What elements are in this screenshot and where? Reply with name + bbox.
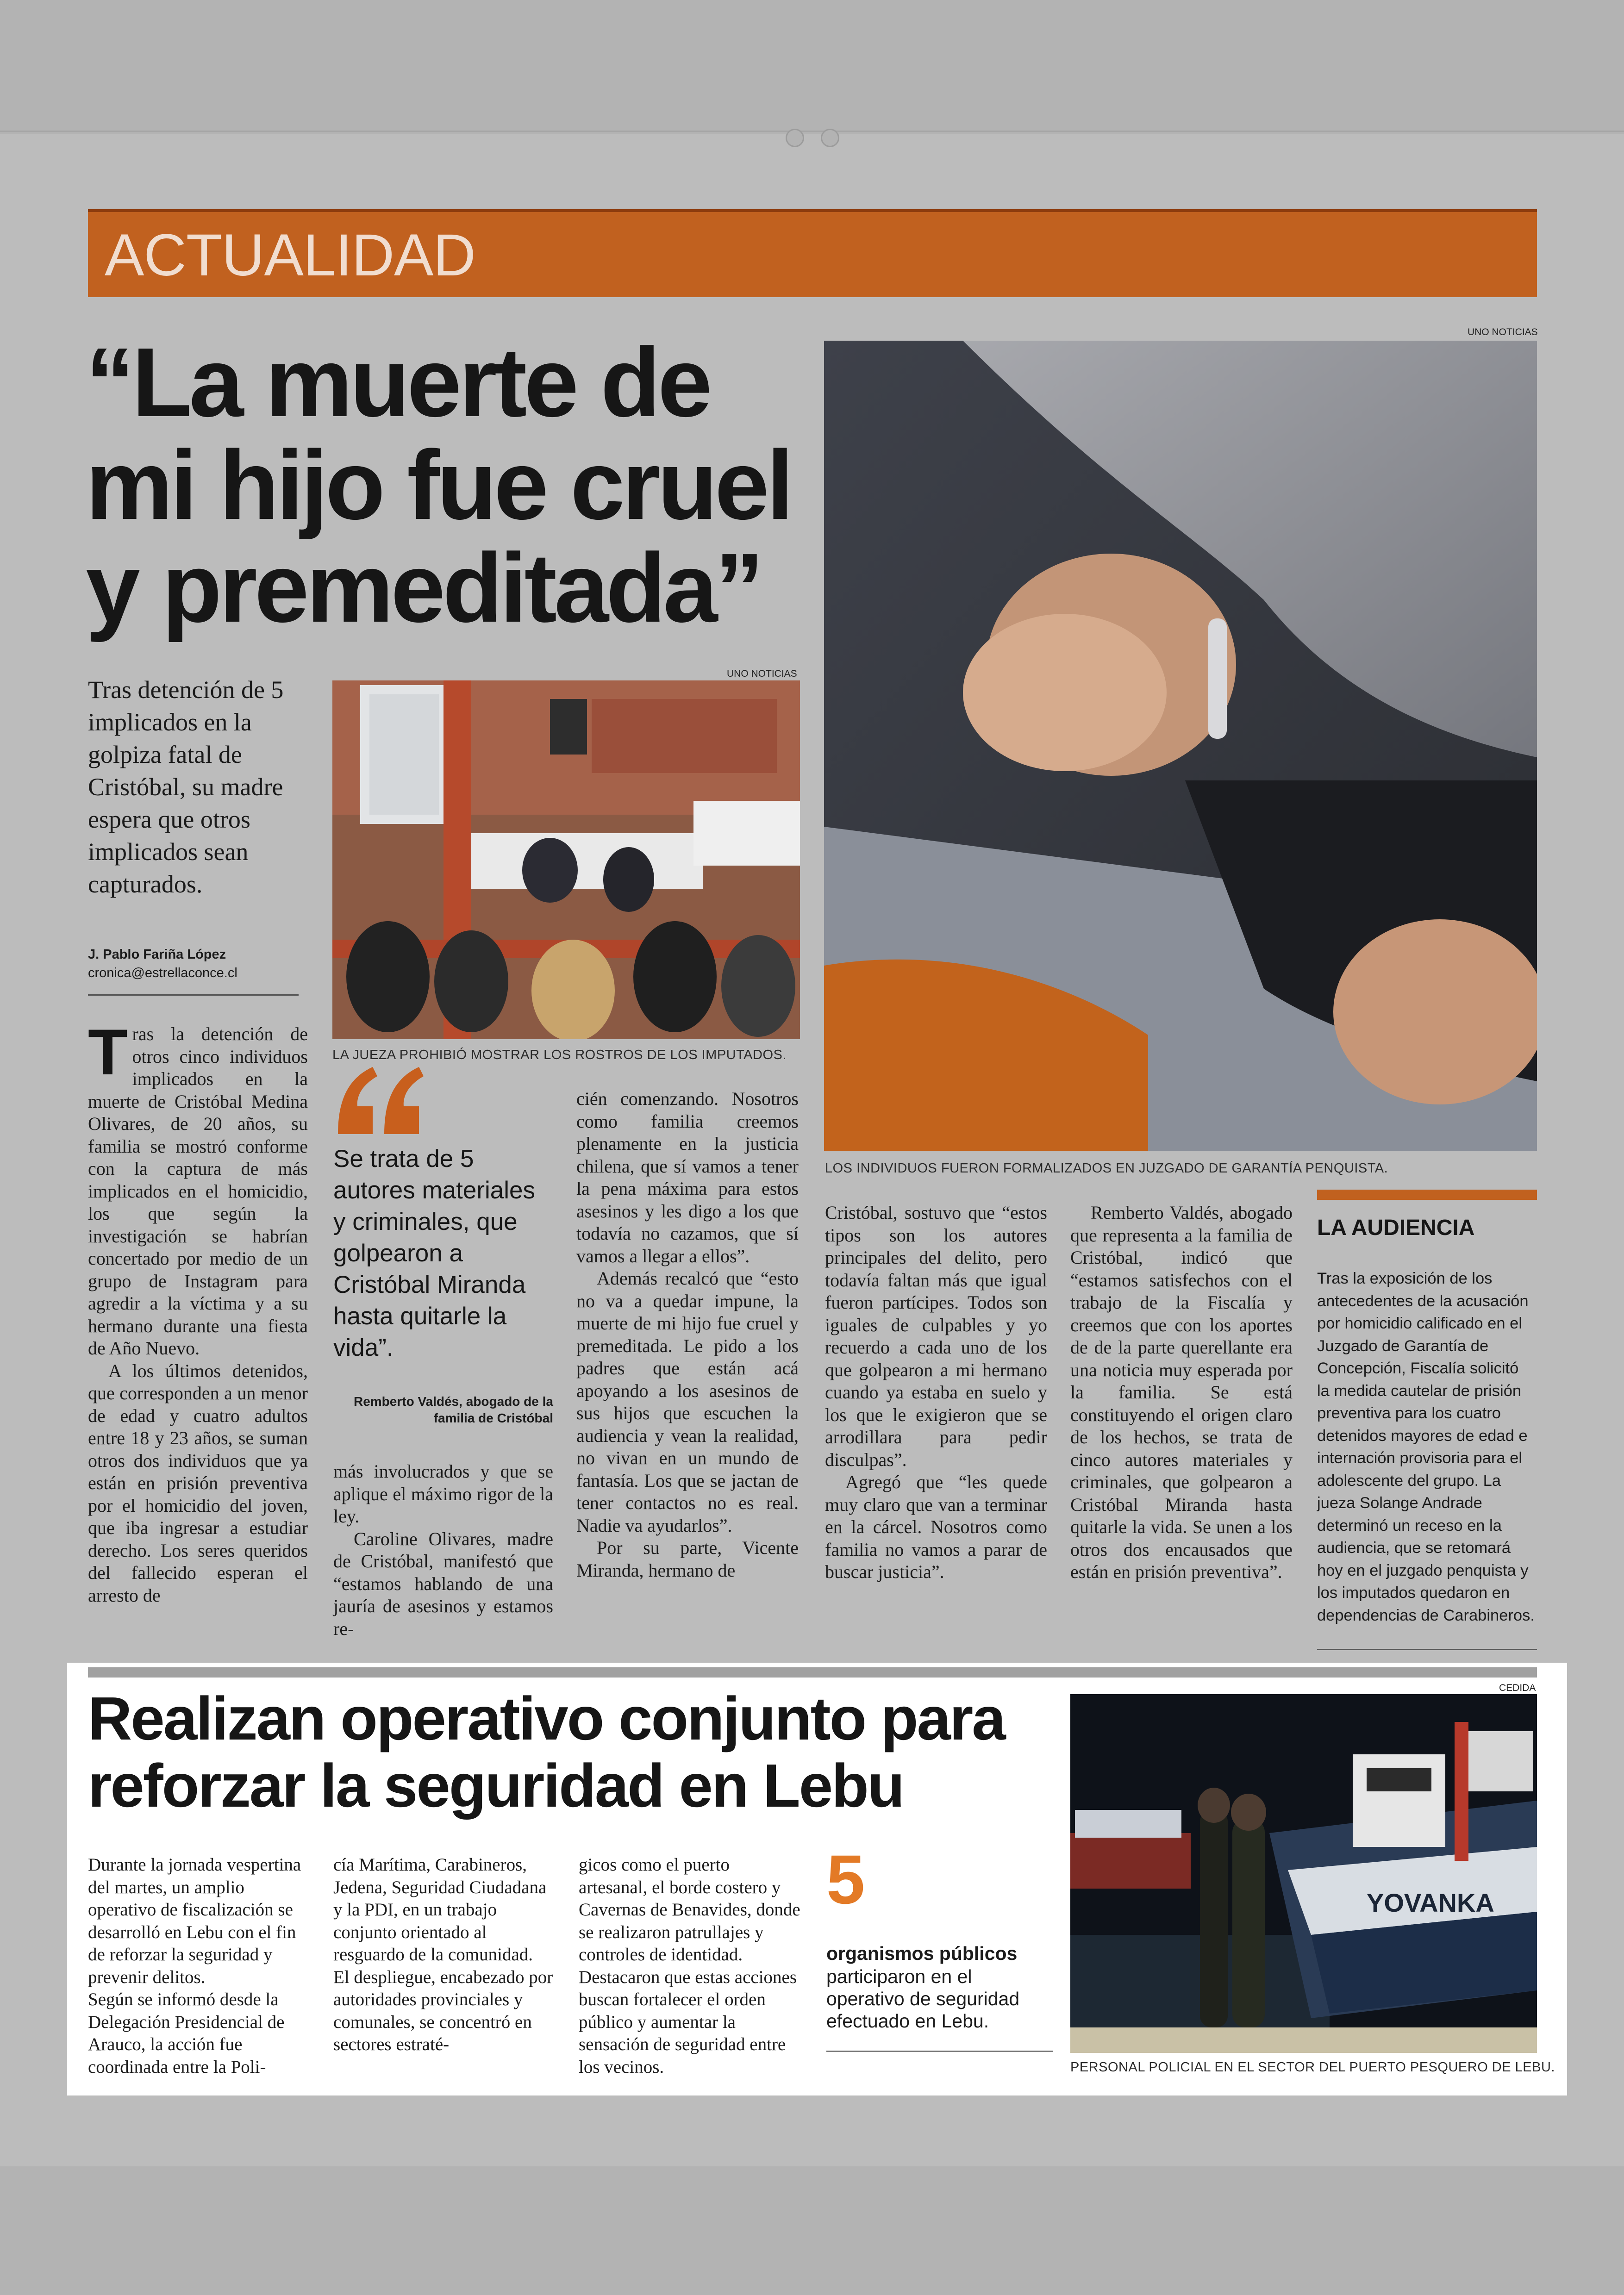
article-paragraph: Cristóbal, sostuvo que “estos tipos son los autores principales del delito, pero todavía faltan más que igual fueron partícipes. Todos son iguales de culpables y yo recuerdo a cada uno de los que golpearon a mi hermano cuando ya estaba en suelo y los que le exigieron que se arrodillara para pedir disculpas”. [825, 1202, 1047, 1470]
hands-photo-credit: UNO NOTICIAS [1468, 327, 1538, 337]
quote-mark-icon [333, 1060, 426, 1143]
article-paragraph: ras la detención de otros cinco individuos implicados en la muerte de Cristóbal Medina Olivares, de 20 años, su familia se mostró conforme con la captura de más implicados en el homicidio, los que según la investigación se habrían concertado por medio de un grupo de Instagram para agredir a la víctima y a su hermano durante una fiesta de Año Nuevo. [88, 1023, 308, 1359]
author-name: J. Pablo Fariña López [88, 947, 226, 962]
dropcap: T [88, 1016, 128, 1088]
article-paragraph: cía Marítima, Carabineros, Jedena, Seguridad Ciudadana y la PDI, en un trabajo conjunto orientado al resguardo de la comunidad. [333, 1855, 547, 1964]
article-column-2 [333, 1460, 553, 1640]
stat-divider [826, 2051, 1053, 2052]
boat-name-text: YOVANKA [1367, 1888, 1494, 1917]
article-paragraph: Durante la jornada vespertina del martes, un amplio operativo de fiscalización se desarrolló en Lebu con el fin de reforzar la seguridad y prevenir delitos. [88, 1855, 301, 1987]
boat-photo [1070, 1694, 1537, 2053]
courtroom-photo [332, 680, 800, 1039]
article-column-4 [825, 1202, 1047, 1584]
article-paragraph: Remberto Valdés, abogado que representa a la familia de Cristóbal, indicó que “estamos satisfechos con el trabajo de la Fiscalía y creemos que con los aportes de de la parte querellante era una noticia muy esperada por la familia. Se está constituyendo el origen claro de los hechos, se trata de cinco autores materiales y criminales, que golpearon a Cristóbal Miranda hasta quitarle la vida. Se unen a los otros dos encausados que están en prisión preventiva”. [1070, 1202, 1293, 1582]
article-paragraph: Según se informó desde la Delegación Presidencial de Arauco, la acción fue coordinada entre la Poli- [88, 1989, 285, 2077]
secondary-headline: Realizan operativo conjunto para reforzar la seguridad en Lebu [88, 1684, 1005, 1820]
main-headline: “La muerte de mi hijo fue cruel y premeditada” [86, 327, 791, 642]
courtroom-photo-illustration [332, 680, 800, 1039]
viewer-top-divider [0, 131, 1624, 132]
boat-photo-credit: CEDIDA [1499, 1683, 1536, 1693]
secondary-column-1 [88, 1854, 310, 2078]
byline [88, 945, 301, 982]
sidebar-divider [1317, 1649, 1537, 1650]
article-paragraph: A los últimos detenidos, que corresponden a un menor de edad y cuatro adultos entre 18 y 23 años, se suman otros dos individuos que ya están en prisión preventiva por el homicidio del joven, que iba ingresar a estudiar derecho. Los seres queridos del fallecido esperan el arresto de [88, 1360, 308, 1606]
article-paragraph: Además recalcó que “esto no va a quedar impune, la muerte de mi hijo fue cruel y premeditada. Le pido a los padres que están acá apoyando a los asesinos de sus hijos que escuchen la audiencia y vean la realidad, no vivan en un mundo de fantasía. Los que se jactan de tener contactos no es real. Nadie va ayudarlos”. [576, 1268, 799, 1536]
stat-text: participaron en el operativo de seguridad efectuado en Lebu. [826, 1966, 1020, 2032]
article-column-1 [88, 1016, 308, 1607]
article-paragraph: más involucrados y que se aplique el máximo rigor de la ley. [333, 1461, 553, 1527]
article-paragraph: gicos como el puerto artesanal, el borde costero y Cavernas de Benavides, donde se realizaron patrullajes y controles de identidad. Destacaron que estas acciones buscan fortalecer el orden público y aumentar la sensación de seguridad entre los vecinos. [579, 1855, 800, 2077]
pull-quote-attribution: Remberto Valdés, abogado de la familia de Cristóbal [353, 1394, 553, 1425]
page-indicator-dot[interactable] [821, 129, 839, 147]
hands-photo-illustration [824, 341, 1537, 1151]
sidebar-accent-bar [1317, 1190, 1537, 1200]
hands-photo-caption: LOS INDIVIDUOS FUERON FORMALIZADOS EN JUZGADO DE GARANTÍA PENQUISTA. [825, 1161, 1388, 1176]
hands-photo [824, 341, 1537, 1151]
article-column-5 [1070, 1202, 1293, 1584]
author-email: cronica@estrellaconce.cl [88, 966, 237, 980]
article-paragraph: cién comenzando. Nosotros como familia creemos plenamente en la justicia chilena, que sí vamos a tener la pena máxima para estos asesinos y les digo a los que todavía no cazamos, que sí vamos a llegar a ellos”. [576, 1088, 799, 1266]
section-header-bar [88, 209, 1537, 297]
article-paragraph: Caroline Olivares, madre de Cristóbal, manifestó que “estamos hablando de una jauría de asesinos y estamos re- [333, 1528, 553, 1639]
secondary-story-rule [88, 1667, 1537, 1678]
byline-divider [88, 994, 299, 996]
courtroom-photo-caption: LA JUEZA PROHIBIÓ MOSTRAR LOS ROSTROS DE LOS IMPUTADOS. [332, 1048, 787, 1062]
story-deck: Tras detención de 5 implicados en la golpiza fatal de Cristóbal, su madre espera que otros implicados sean capturados. [88, 676, 284, 898]
article-paragraph: Por su parte, Vicente Miranda, hermano de [576, 1537, 799, 1581]
sidebar-text: Tras la exposición de los antecedentes de la acusación por homicidio calificado en el Juzgado de Garantía de Concepción, Fiscalía solicitó la medida cautelar de prisión preventiva para los cuatro detenidos mayores de edad e internación provisoria para el adolescente del grupo. La jueza Solange Andrade determinó un receso en la audiencia, que se retomará hoy en el juzgado penquista y los imputados quedaron en dependencias de Carabineros. [1317, 1270, 1535, 1624]
article-paragraph: Agregó que “les quede muy claro que van a terminar en la cárcel. Nosotros como familia no vamos a parar de buscar justicia”. [825, 1472, 1047, 1582]
stat-number: 5 [826, 1840, 865, 1918]
section-label: ACTUALIDAD [105, 222, 475, 288]
sidebar-title: LA AUDIENCIA [1317, 1216, 1475, 1240]
boat-photo-illustration [1070, 1694, 1537, 2053]
stat-label: organismos públicos [826, 1943, 1018, 1964]
courtroom-photo-credit: UNO NOTICIAS [727, 668, 797, 679]
boat-photo-caption: PERSONAL POLICIAL EN EL SECTOR DEL PUERTO PESQUERO DE LEBU. [1070, 2060, 1555, 2075]
article-column-3 [576, 1088, 799, 1582]
page-indicator-dot[interactable] [786, 129, 804, 147]
article-paragraph: El despliegue, encabezado por autoridades provinciales y comunales, se concentró en sectores estraté- [333, 1967, 553, 2054]
secondary-column-3 [579, 1854, 801, 2078]
pull-quote: Se trata de 5 autores materiales y criminales, que golpearon a Cristóbal Miranda hasta quitarle la vida”. [333, 1145, 535, 1361]
secondary-column-2 [333, 1854, 556, 2056]
